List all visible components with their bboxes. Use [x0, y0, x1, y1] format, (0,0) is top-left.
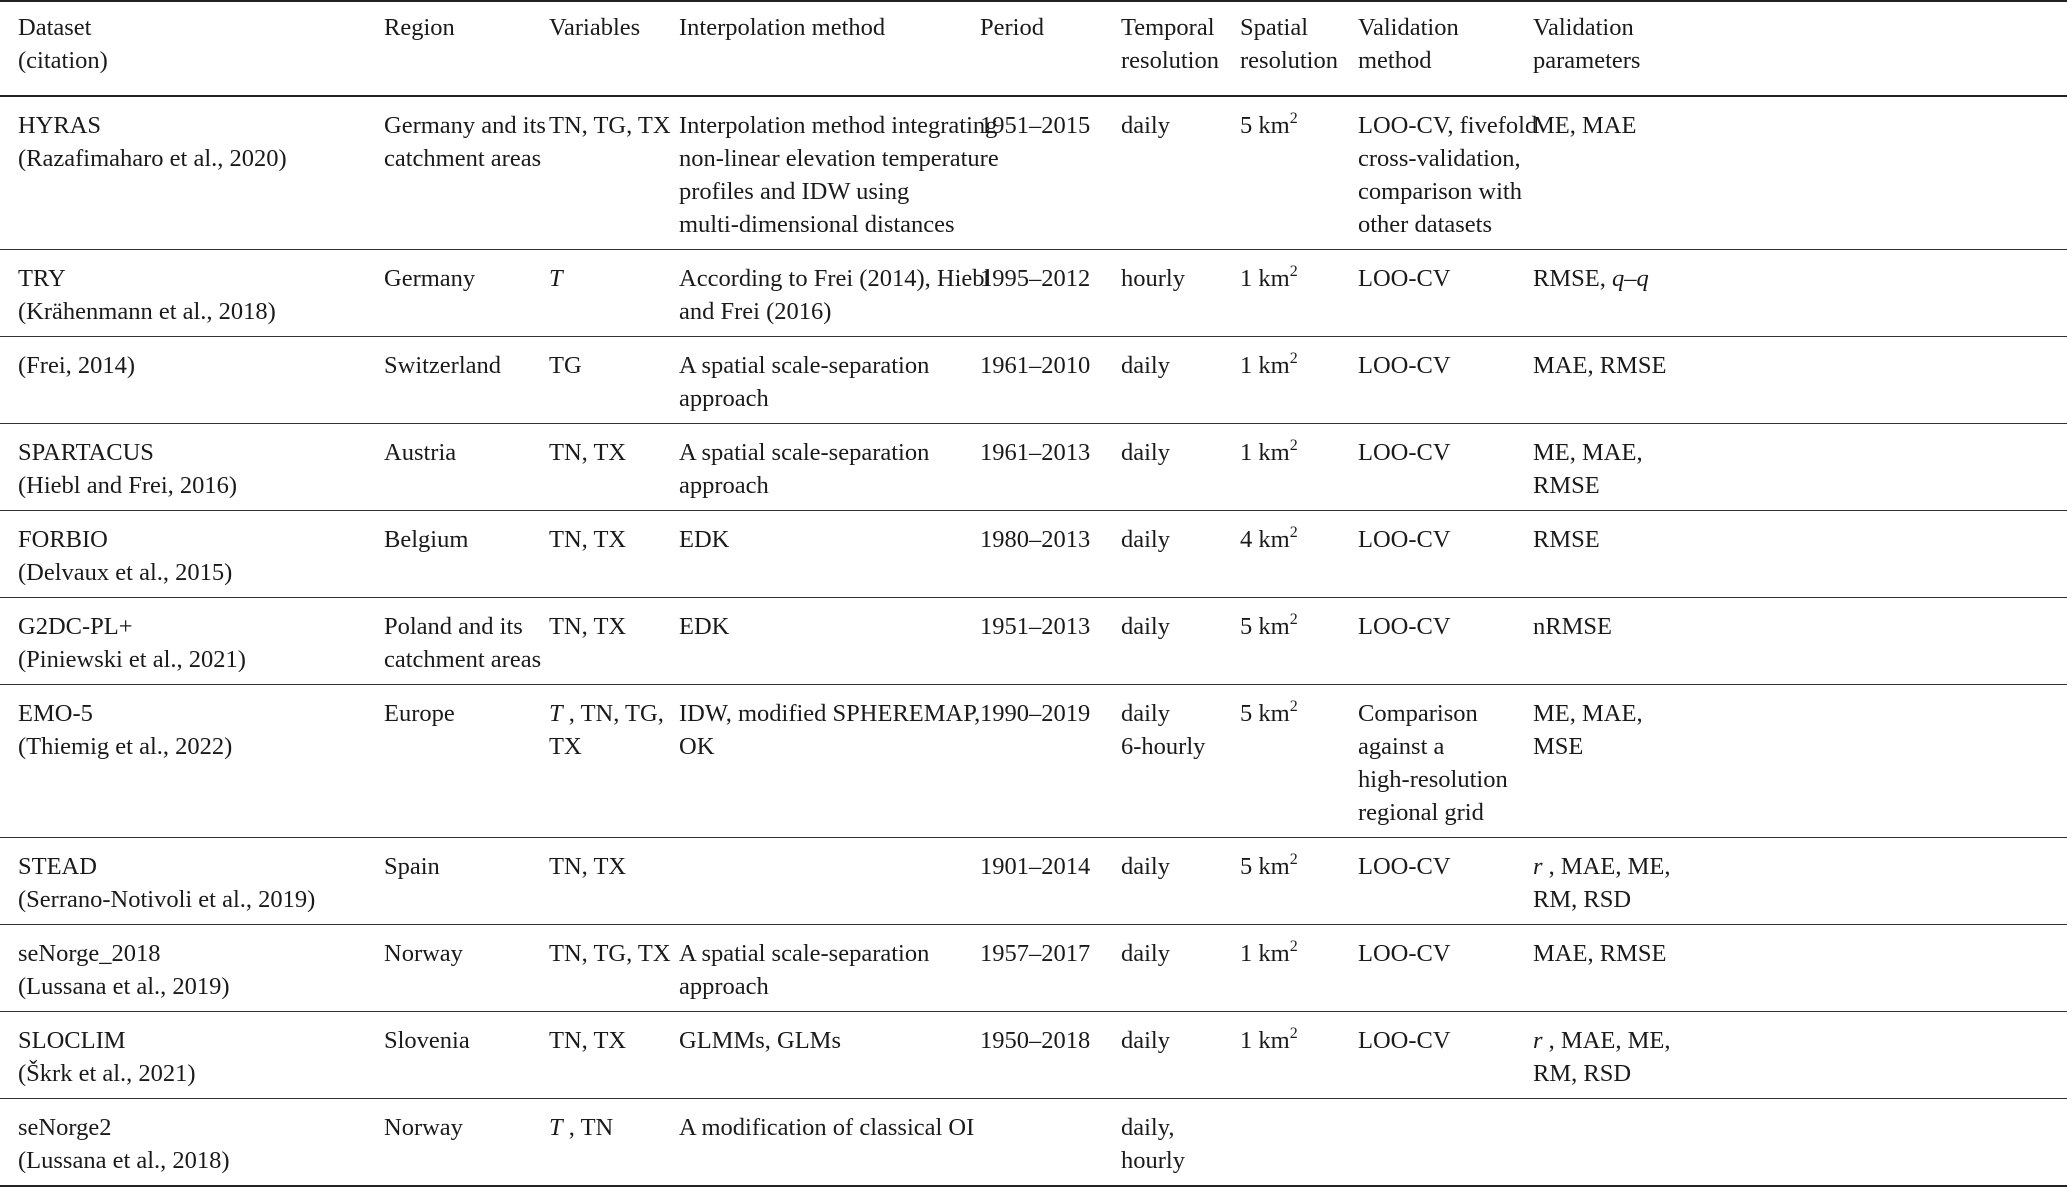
cell-line: daily, — [1121, 1114, 1175, 1141]
cell-dataset — [0, 1099, 366, 1187]
cell-line: TX — [549, 733, 582, 760]
cell-period — [962, 511, 1103, 598]
cell-line: Validation — [1533, 14, 1634, 41]
cell-temporal-resolution — [1103, 96, 1222, 250]
cell-line: Germany and its — [384, 112, 546, 139]
cell-line: Temporal — [1121, 14, 1215, 41]
cell-region — [366, 511, 531, 598]
spatial-value-text: 1 km — [1240, 265, 1290, 292]
table-row — [0, 96, 2067, 250]
cell-line: EDK — [679, 526, 730, 553]
cell-dataset — [0, 838, 366, 925]
cell-validation-parameters — [1515, 424, 2067, 511]
cell-line: LOO-CV — [1358, 265, 1451, 292]
header-validation-parameters — [1515, 1, 2067, 96]
cell-line: A spatial scale-separation — [679, 439, 930, 466]
cell-line: cross-validation, — [1358, 145, 1521, 172]
cell-line: (Delvaux et al., 2015) — [18, 559, 233, 586]
cell-period — [962, 96, 1103, 250]
cell-spatial-resolution — [1222, 96, 1340, 250]
cell-line: multi-dimensional distances — [679, 211, 955, 238]
cell-line: Switzerland — [384, 352, 502, 379]
cell-spatial-resolution — [1222, 685, 1340, 838]
cell-line: method — [1358, 47, 1432, 74]
cell-line: A spatial scale-separation — [679, 940, 930, 967]
cell-line: LOO-CV — [1358, 613, 1451, 640]
spatial-resolution-value — [1240, 610, 1332, 643]
cell-validation-method — [1340, 250, 1515, 337]
spatial-resolution-value — [1240, 850, 1332, 883]
cell-spatial-resolution — [1222, 838, 1340, 925]
cell-line: Spain — [384, 853, 440, 880]
cell-line: daily — [1121, 112, 1170, 139]
cell-interpolation-method — [661, 1012, 962, 1099]
cell-line: MSE — [1533, 733, 1584, 760]
unit-exponent: 2 — [1289, 1024, 1298, 1042]
cell-line: daily — [1121, 1027, 1170, 1054]
cell-line: RMSE — [1533, 472, 1600, 499]
cell-line: approach — [679, 973, 769, 1000]
cell-line: daily — [1121, 526, 1170, 553]
cell-line: HYRAS — [18, 112, 102, 139]
cell-temporal-resolution — [1103, 1099, 1222, 1187]
spatial-resolution-value — [1240, 262, 1332, 295]
cell-line: Norway — [384, 940, 463, 967]
header-dataset — [0, 1, 366, 96]
header-region — [366, 1, 531, 96]
cell-period — [962, 925, 1103, 1012]
cell-line: TN, TX — [549, 1027, 627, 1054]
cell-line: Belgium — [384, 526, 469, 553]
cell-variables — [531, 511, 661, 598]
unit-exponent: 2 — [1289, 610, 1298, 628]
header-variables — [531, 1, 661, 96]
cell-line: regional grid — [1358, 799, 1484, 826]
cell-variables — [531, 337, 661, 424]
cell-region — [366, 250, 531, 337]
cell-line: Dataset — [18, 14, 92, 41]
cell-spatial-resolution — [1222, 1012, 1340, 1099]
spatial-value-text: 5 km — [1240, 853, 1290, 880]
cell-line: ME, MAE, — [1533, 439, 1643, 466]
cell-dataset — [0, 925, 366, 1012]
header-spatial-resolution — [1222, 1, 1340, 96]
unit-exponent: 2 — [1289, 523, 1298, 541]
spatial-resolution-value — [1240, 436, 1332, 469]
cell-line: non-linear elevation temperature — [679, 145, 999, 172]
cell-interpolation-method — [661, 685, 981, 838]
cell-line: MAE, RMSE — [1533, 352, 1667, 379]
cell-temporal-resolution — [1103, 511, 1222, 598]
cell-variables — [531, 925, 671, 1012]
cell-line: daily — [1121, 613, 1170, 640]
cell-validation-method — [1340, 925, 1515, 1012]
cell-temporal-resolution — [1103, 424, 1222, 511]
cell-line: Austria — [384, 439, 457, 466]
cell-line: SPARTACUS — [18, 439, 154, 466]
cell-line: LOO-CV — [1358, 940, 1451, 967]
cell-line: LOO-CV — [1358, 439, 1451, 466]
cell-line: against a — [1358, 733, 1445, 760]
cell-line: T , TN — [549, 1114, 614, 1141]
cell-period — [962, 424, 1103, 511]
cell-line: RM, RSD — [1533, 886, 1632, 913]
cell-line: Interpolation method integrating — [679, 112, 998, 139]
cell-line: 1961–2013 — [980, 439, 1091, 466]
cell-line: Germany — [384, 265, 476, 292]
cell-line: seNorge_2018 — [18, 940, 161, 967]
cell-temporal-resolution — [1103, 925, 1222, 1012]
cell-line: Norway — [384, 1114, 463, 1141]
cell-line: EMO-5 — [18, 700, 93, 727]
spatial-resolution-value — [1240, 523, 1332, 556]
table-header — [0, 1, 2067, 96]
cell-line: TN, TG, TX — [549, 940, 671, 967]
cell-line: ME, MAE, — [1533, 700, 1643, 727]
header-period — [962, 1, 1103, 96]
cell-line: LOO-CV — [1358, 526, 1451, 553]
cell-line: 1957–2017 — [980, 940, 1091, 967]
cell-region — [366, 424, 531, 511]
cell-temporal-resolution — [1103, 838, 1222, 925]
cell-line: TN, TX — [549, 853, 627, 880]
unit-exponent: 2 — [1289, 850, 1298, 868]
cell-region — [366, 838, 531, 925]
cell-line: r , MAE, ME, — [1533, 1027, 1671, 1054]
cell-line: RMSE — [1533, 526, 1600, 553]
spatial-resolution-value — [1240, 1024, 1332, 1057]
cell-validation-parameters — [1515, 96, 2067, 250]
spatial-resolution-value — [1240, 697, 1332, 730]
cell-temporal-resolution — [1103, 1012, 1222, 1099]
cell-line: Slovenia — [384, 1027, 470, 1054]
cell-line: G2DC-PL+ — [18, 613, 133, 640]
cell-temporal-resolution — [1103, 337, 1222, 424]
cell-line: catchment areas — [384, 646, 542, 673]
table-row — [0, 337, 2067, 424]
cell-validation-method — [1340, 598, 1515, 685]
cell-line: daily — [1121, 352, 1170, 379]
cell-line: LOO-CV — [1358, 853, 1451, 880]
cell-line: SLOCLIM — [18, 1027, 126, 1054]
cell-validation-parameters — [1515, 337, 2067, 424]
cell-period — [962, 598, 1103, 685]
cell-line: TG — [549, 352, 582, 379]
cell-period — [962, 250, 1103, 337]
cell-line: Interpolation method — [679, 14, 886, 41]
cell-variables — [531, 96, 671, 250]
cell-line: (citation) — [18, 47, 108, 74]
cell-line: Region — [384, 14, 455, 41]
cell-line: Poland and its — [384, 613, 523, 640]
cell-validation-method — [1340, 1099, 1515, 1187]
cell-line: 1961–2010 — [980, 352, 1091, 379]
cell-line: daily — [1121, 439, 1170, 466]
cell-period — [962, 838, 1103, 925]
cell-variables — [531, 685, 664, 838]
cell-line: TN, TG, TX — [549, 112, 671, 139]
cell-spatial-resolution — [1222, 598, 1340, 685]
cell-line: nRMSE — [1533, 613, 1612, 640]
cell-validation-parameters — [1515, 1012, 2067, 1099]
cell-line: IDW, modified SPHEREMAP, — [679, 700, 981, 727]
cell-line: LOO-CV — [1358, 1027, 1451, 1054]
cell-line: 1951–2015 — [980, 112, 1091, 139]
cell-spatial-resolution — [1222, 424, 1340, 511]
spatial-resolution-value — [1240, 349, 1332, 382]
cell-validation-parameters — [1515, 250, 2067, 337]
cell-line: TN, TX — [549, 613, 627, 640]
cell-line: hourly — [1121, 265, 1185, 292]
cell-line: 1950–2018 — [980, 1027, 1091, 1054]
cell-validation-parameters — [1515, 1099, 2067, 1187]
cell-line: 1995–2012 — [980, 265, 1091, 292]
cell-interpolation-method — [661, 511, 962, 598]
cell-line: high-resolution — [1358, 766, 1508, 793]
cell-interpolation-method — [661, 250, 992, 337]
cell-interpolation-method — [661, 838, 962, 925]
cell-line: daily — [1121, 940, 1170, 967]
cell-line: seNorge2 — [18, 1114, 112, 1141]
cell-dataset — [0, 685, 366, 838]
cell-validation-parameters — [1515, 925, 2067, 1012]
spatial-value-text: 5 km — [1240, 613, 1290, 640]
cell-period — [962, 1099, 1103, 1187]
cell-line: Variables — [549, 14, 641, 41]
cell-line: (Lussana et al., 2019) — [18, 973, 230, 1000]
cell-spatial-resolution — [1222, 250, 1340, 337]
cell-line: comparison with — [1358, 178, 1522, 205]
cell-validation-method — [1340, 96, 1538, 250]
cell-line: EDK — [679, 613, 730, 640]
cell-line: LOO-CV, fivefold — [1358, 112, 1538, 139]
cell-interpolation-method — [661, 424, 962, 511]
cell-variables — [531, 838, 661, 925]
cell-line: resolution — [1121, 47, 1219, 74]
spatial-value-text: 5 km — [1240, 112, 1290, 139]
cell-line: STEAD — [18, 853, 97, 880]
cell-temporal-resolution — [1103, 250, 1222, 337]
cell-dataset — [0, 96, 366, 250]
header-interpolation-method — [661, 1, 962, 96]
cell-line: According to Frei (2014), Hiebl — [679, 265, 992, 292]
cell-line: profiles and IDW using — [679, 178, 910, 205]
cell-variables — [531, 424, 661, 511]
cell-dataset — [0, 1012, 366, 1099]
cell-line: 1951–2013 — [980, 613, 1091, 640]
header-row — [0, 1, 2067, 96]
cell-line: A modification of classical OI — [679, 1114, 975, 1141]
cell-region — [366, 1099, 531, 1187]
cell-line: 1990–2019 — [980, 700, 1091, 727]
cell-interpolation-method — [661, 598, 962, 685]
cell-line: (Krähenmann et al., 2018) — [18, 298, 276, 325]
cell-region — [366, 337, 531, 424]
cell-validation-parameters — [1515, 838, 2067, 925]
cell-region — [366, 925, 531, 1012]
cell-line: Spatial — [1240, 14, 1309, 41]
cell-line: Europe — [384, 700, 455, 727]
cell-period — [962, 685, 1103, 838]
header-validation-method — [1340, 1, 1515, 96]
cell-line: MAE, RMSE — [1533, 940, 1667, 967]
header-temporal-resolution — [1103, 1, 1222, 96]
cell-validation-method — [1340, 424, 1515, 511]
unit-exponent: 2 — [1289, 697, 1298, 715]
cell-validation-method — [1340, 511, 1515, 598]
cell-spatial-resolution — [1222, 511, 1340, 598]
spatial-value-text: 5 km — [1240, 700, 1290, 727]
cell-line: and Frei (2016) — [679, 298, 832, 325]
cell-dataset — [0, 337, 366, 424]
cell-region — [366, 1012, 531, 1099]
cell-dataset — [0, 250, 366, 337]
spatial-resolution-value — [1240, 109, 1332, 142]
spatial-value-text: 1 km — [1240, 1027, 1290, 1054]
cell-interpolation-method — [661, 1099, 975, 1187]
cell-line: GLMMs, GLMs — [679, 1027, 841, 1054]
unit-exponent: 2 — [1289, 436, 1298, 454]
cell-line: (Frei, 2014) — [18, 352, 136, 379]
cell-temporal-resolution — [1103, 598, 1222, 685]
cell-line: (Thiemig et al., 2022) — [18, 733, 233, 760]
cell-line: daily — [1121, 853, 1170, 880]
spatial-value-text: 4 km — [1240, 526, 1290, 553]
cell-interpolation-method — [661, 96, 999, 250]
cell-line: (Razafimaharo et al., 2020) — [18, 145, 287, 172]
cell-line: 1901–2014 — [980, 853, 1091, 880]
cell-line: 6-hourly — [1121, 733, 1206, 760]
cell-line: (Škrk et al., 2021) — [18, 1060, 196, 1087]
cell-line: other datasets — [1358, 211, 1493, 238]
spatial-value-text: 1 km — [1240, 940, 1290, 967]
cell-line: catchment areas — [384, 145, 542, 172]
cell-dataset — [0, 511, 366, 598]
cell-validation-method — [1340, 1012, 1515, 1099]
cell-spatial-resolution — [1222, 337, 1340, 424]
cell-line: parameters — [1533, 47, 1641, 74]
cell-variables — [531, 598, 661, 685]
cell-period — [962, 337, 1103, 424]
cell-line: Comparison — [1358, 700, 1478, 727]
cell-validation-method — [1340, 337, 1515, 424]
cell-validation-method — [1340, 685, 1515, 838]
table-row — [0, 685, 2067, 838]
cell-line: hourly — [1121, 1147, 1185, 1174]
cell-line: resolution — [1240, 47, 1338, 74]
cell-line: OK — [679, 733, 715, 760]
cell-line: Period — [980, 14, 1044, 41]
table-row — [0, 1012, 2067, 1099]
cell-line: A spatial scale-separation — [679, 352, 930, 379]
cell-region — [366, 685, 531, 838]
cell-variables — [531, 250, 661, 337]
cell-variables — [531, 1012, 661, 1099]
table-row — [0, 424, 2067, 511]
cell-line: approach — [679, 472, 769, 499]
cell-interpolation-method — [661, 337, 962, 424]
cell-line: FORBIO — [18, 526, 108, 553]
cell-line: daily — [1121, 700, 1170, 727]
cell-line: (Serrano-Notivoli et al., 2019) — [18, 886, 316, 913]
cell-temporal-resolution — [1103, 685, 1222, 838]
cell-spatial-resolution — [1222, 925, 1340, 1012]
cell-validation-parameters — [1515, 598, 2067, 685]
cell-line: T , TN, TG, — [549, 700, 664, 727]
table-body — [0, 96, 2067, 1186]
cell-line: r , MAE, ME, — [1533, 853, 1671, 880]
cell-region — [366, 598, 542, 685]
cell-region — [366, 96, 546, 250]
cell-line: T — [549, 265, 563, 292]
cell-variables — [531, 1099, 661, 1187]
cell-interpolation-method — [661, 925, 962, 1012]
spatial-value-text: 1 km — [1240, 352, 1290, 379]
cell-spatial-resolution — [1222, 1099, 1340, 1187]
table-row — [0, 1099, 2067, 1187]
spatial-value-text: 1 km — [1240, 439, 1290, 466]
cell-line: LOO-CV — [1358, 352, 1451, 379]
cell-line: TN, TX — [549, 526, 627, 553]
cell-line: (Hiebl and Frei, 2016) — [18, 472, 238, 499]
spatial-resolution-value — [1240, 937, 1332, 970]
cell-dataset — [0, 424, 366, 511]
table-row — [0, 511, 2067, 598]
cell-line: (Piniewski et al., 2021) — [18, 646, 246, 673]
cell-dataset — [0, 598, 366, 685]
table-row — [0, 250, 2067, 337]
table-row — [0, 598, 2067, 685]
cell-validation-parameters — [1515, 685, 2067, 838]
unit-exponent: 2 — [1289, 262, 1298, 280]
cell-period — [962, 1012, 1103, 1099]
unit-exponent: 2 — [1289, 349, 1298, 367]
cell-line: TN, TX — [549, 439, 627, 466]
unit-exponent: 2 — [1289, 109, 1298, 127]
cell-line: RMSE, q–q — [1533, 265, 1649, 292]
cell-line: RM, RSD — [1533, 1060, 1632, 1087]
unit-exponent: 2 — [1289, 937, 1298, 955]
table-row — [0, 838, 2067, 925]
cell-line: Validation — [1358, 14, 1459, 41]
cell-line: ME, MAE — [1533, 112, 1637, 139]
cell-validation-method — [1340, 838, 1515, 925]
cell-line: TRY — [18, 265, 66, 292]
cell-line: 1980–2013 — [980, 526, 1091, 553]
table-row — [0, 925, 2067, 1012]
cell-validation-parameters — [1515, 511, 2067, 598]
cell-line: approach — [679, 385, 769, 412]
cell-line: (Lussana et al., 2018) — [18, 1147, 230, 1174]
